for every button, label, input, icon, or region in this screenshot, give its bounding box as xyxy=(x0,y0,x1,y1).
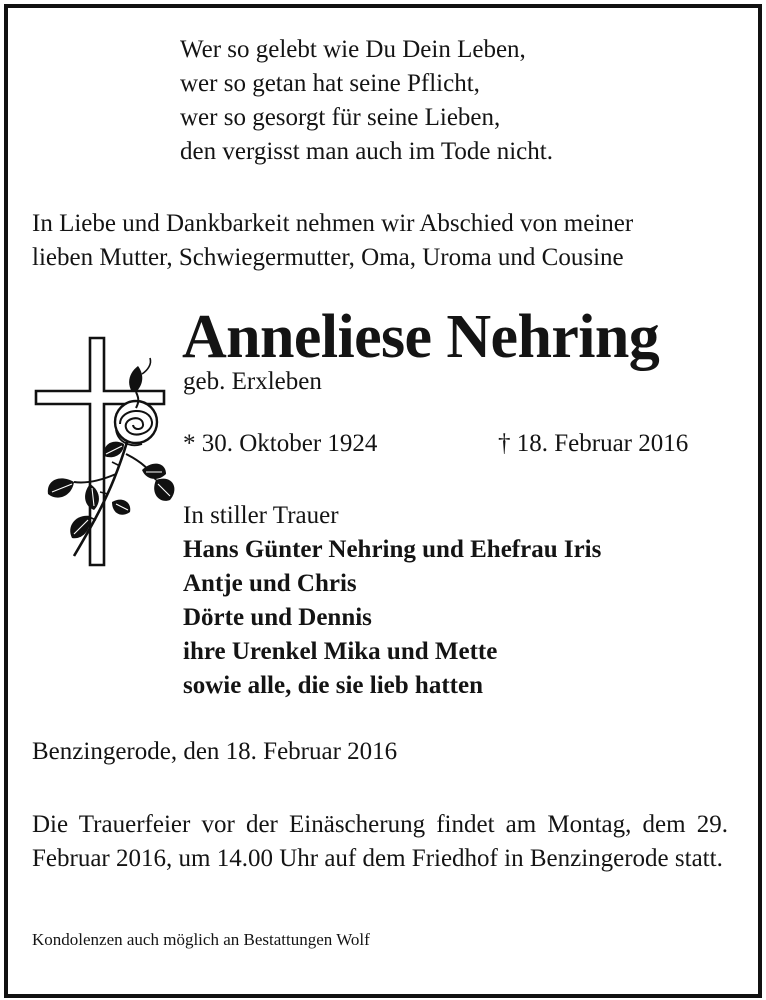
mourners-heading: In stiller Trauer xyxy=(183,502,339,529)
mourner-line-1: Hans Günter Nehring und Ehefrau Iris xyxy=(183,536,602,563)
intro-line-2: lieben Mutter, Schwiegermutter, Oma, Uroma und Cousine xyxy=(32,244,624,271)
condolence-note: Kondolenzen auch möglich an Bestattungen Wolf xyxy=(32,930,370,949)
place-date: Benzingerode, den 18. Februar 2016 xyxy=(32,738,398,765)
intro-line-1: In Liebe und Dankbarkeit nehmen wir Abschied von meiner xyxy=(32,210,634,237)
maiden-name: geb. Erxleben xyxy=(183,368,322,395)
deceased-name: Anneliese Nehring xyxy=(182,303,660,371)
mourner-line-3: Dörte und Dennis xyxy=(183,604,372,631)
death-date: † 18. Februar 2016 xyxy=(498,430,689,457)
mourner-line-4: ihre Urenkel Mika und Mette xyxy=(183,638,498,665)
poem-line-2: wer so getan hat seine Pflicht, xyxy=(180,70,480,97)
mourner-line-2: Antje und Chris xyxy=(183,570,357,597)
ceremony-text: Die Trauerfeier vor der Einäscherung findet am Montag, dem 29. Februar 2016, um 14.00 Uhr auf dem Friedhof in Benzingerode statt. xyxy=(32,811,728,872)
poem-line-3: wer so gesorgt für seine Lieben, xyxy=(180,104,501,131)
cross-with-rose-icon xyxy=(32,334,182,574)
poem-line-4: den vergisst man auch im Tode nicht. xyxy=(180,138,553,165)
mourner-line-5: sowie alle, die sie lieb hatten xyxy=(183,672,483,699)
birth-date: * 30. Oktober 1924 xyxy=(183,430,378,457)
poem-line-1: Wer so gelebt wie Du Dein Leben, xyxy=(180,36,526,63)
